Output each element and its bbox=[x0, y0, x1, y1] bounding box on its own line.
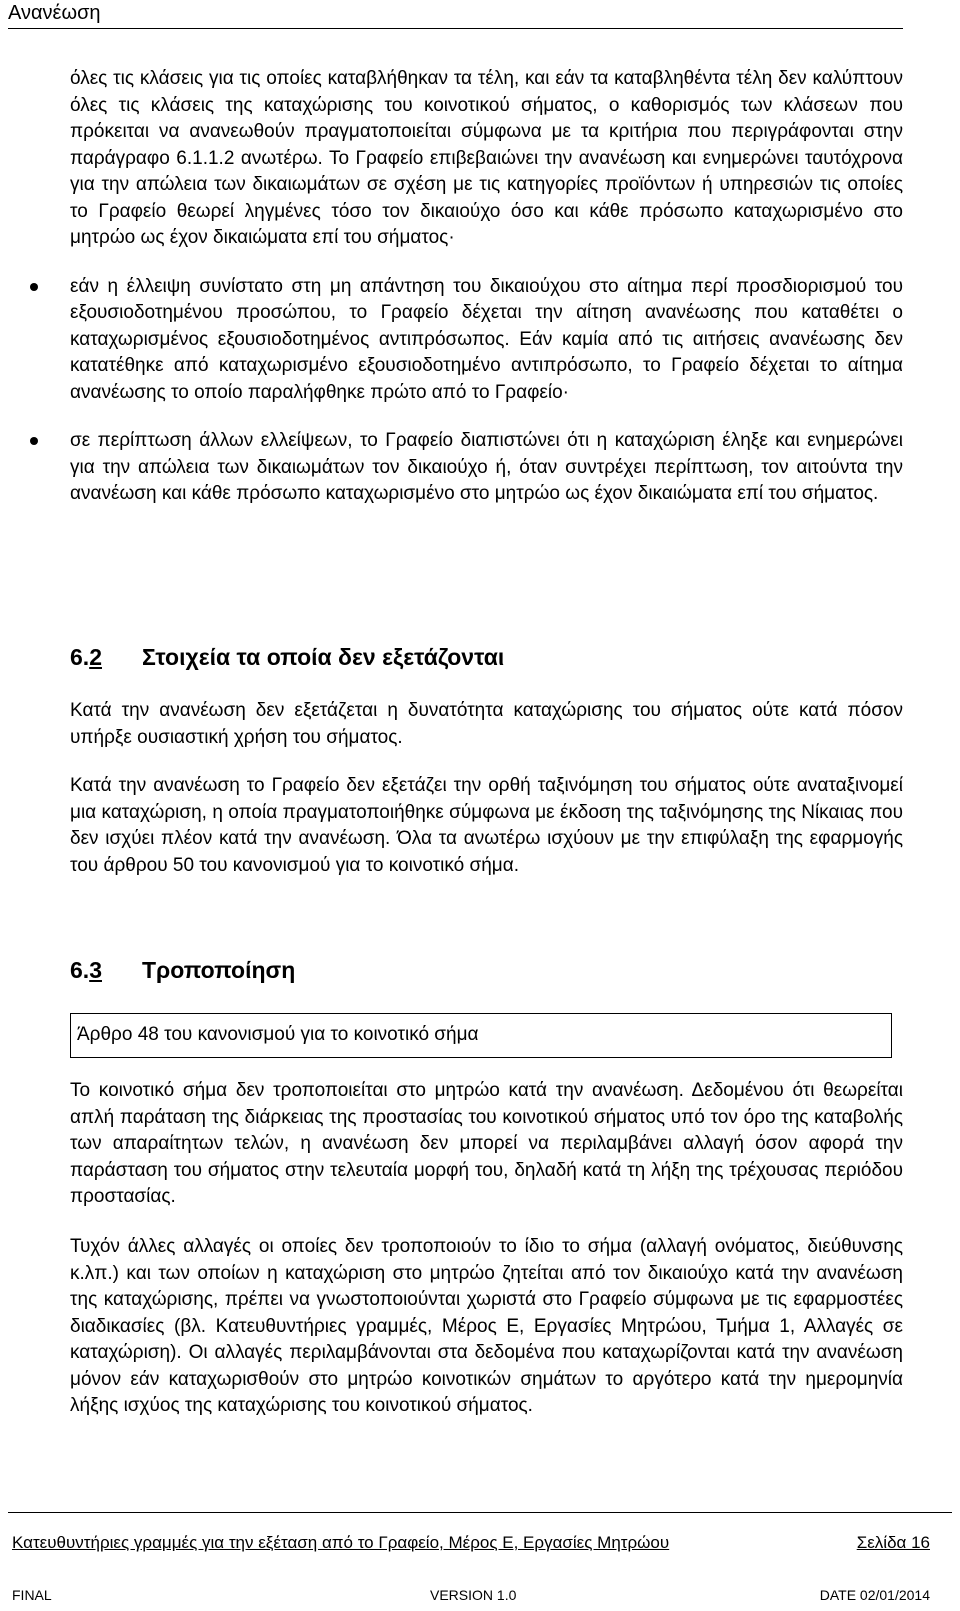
paragraph: Τυχόν άλλες αλλαγές οι οποίες δεν τροποποιούν το ίδιο το σήμα (αλλαγή ονόματος, διεύθυνσης κ.λπ.) και των οποίων η καταχώριση στο μητρώο ζητείται από τον δικαιούχο κατά την ανανέωση της καταχώρισης, πρέπει να γνωστοποιούνται χωριστά στο Γραφείο σύμφωνα με τις εφαρμοστέες διαδικασίες (βλ. Κατευθυντήριες γραμμές, Μέρος Ε, Εργασίες Μητρώου, Τμήμα 1, Αλλαγές σε καταχώριση). Οι αλλαγές περιλαμβάνονται στα δεδομένα που καταχωρίζονται κατά την ανανέωση μόνον εάν καταχωρισθούν στο μητρώο κοινοτικών σημάτων το αργότερο κατά την ημερομηνία λήξης ισχύος της καταχώρισης του κοινοτικού σήματος. bbox=[70, 1236, 903, 1416]
section-heading-6-3 bbox=[70, 955, 295, 985]
version-label: VERSION 1.0 bbox=[430, 1587, 517, 1603]
list-item bbox=[70, 274, 903, 407]
bullet-dot-icon bbox=[30, 437, 38, 445]
list-item bbox=[70, 428, 903, 508]
bullet-list bbox=[70, 274, 903, 508]
section-6-3-paragraph-1 bbox=[70, 1078, 903, 1211]
paragraph: Κατά την ανανέωση το Γραφείο δεν εξετάζει την ορθή ταξινόμηση του σήματος ούτε αναταξινομεί μια καταχώριση, η οποία πραγματοποιήθηκε σύμφωνα με έκδοση της ταξινόμησης της Νίκαιας που δεν ισχύει πλέον κατά την ανανέωση. Όλα τα ανωτέρω ισχύουν με την επιφύλαξη της εφαρμογής του άρθρου 50 του κανονισμού για το κοινοτικό σήμα. bbox=[70, 775, 903, 876]
intro-block bbox=[70, 66, 903, 508]
paragraph: Κατά την ανανέωση δεν εξετάζεται η δυνατότητα καταχώρισης του σήματος ούτε κατά πόσον υπήρξε ουσιαστική χρήση του σήματος. bbox=[70, 700, 903, 748]
section-number bbox=[70, 955, 142, 985]
section-number-suffix: 3 bbox=[89, 957, 102, 983]
footer-divider bbox=[8, 1512, 952, 1513]
section-number bbox=[70, 642, 142, 672]
intro-paragraph: όλες τις κλάσεις για τις οποίες καταβλήθηκαν τα τέλη, και εάν τα καταβληθέντα τέλη δεν καλύπτουν όλες τις κλάσεις της καταχώρισης του κοινοτικού σήματος, ο καθορισμός των κλάσεων που πρόκειται να ανανεωθούν πραγματοποιείται σύμφωνα με τα κριτήρια που περιγράφονται στην παράγραφο 6.1.1.2 ανωτέρω. Το Γραφείο επιβεβαιώνει την ανανέωση και ενημερώνει ταυτόχρονα για την απώλεια των δικαιωμάτων σε σχέση με τις κατηγορίες προϊόντων ή υπηρεσιών τις οποίες το Γραφείο θεωρεί ληγμένες τόσο τον δικαιούχο όσο και κάθε πρόσωπο καταχωρισμένο στο μητρώο ως έχον δικαιώματα επί του σήματος· bbox=[70, 68, 903, 248]
date-label: DATE 02/01/2014 bbox=[819, 1587, 930, 1603]
status-label: FINAL bbox=[12, 1587, 52, 1603]
section-6-3-paragraph-2 bbox=[70, 1234, 903, 1420]
section-6-2-paragraph-1 bbox=[70, 698, 903, 751]
running-header bbox=[8, 0, 903, 29]
legal-reference-box bbox=[70, 1013, 892, 1058]
bullet-text: σε περίπτωση άλλων ελλείψεων, το Γραφείο διαπιστώνει ότι η καταχώριση έληξε και ενημερώνει για την απώλεια των δικαιωμάτων τον δικαιούχο ή, όταν συντρέχει περίπτωση, τον αιτούντα την ανανέωση και κάθε πρόσωπο καταχωρισμένο στο μητρώο ως έχον δικαιώματα επί του σήματος. bbox=[70, 430, 903, 504]
section-number-prefix: 6. bbox=[70, 957, 90, 983]
bullet-text: εάν η έλλειψη συνίστατο στη μη απάντηση του δικαιούχου στο αίτημα περί προσδιορισμού του εξουσιοδοτημένου προσώπου, το Γραφείο δέχεται την αίτηση ανανέωσης που καταθέτει ο καταχωρισμένος εξουσιοδοτημένος αντιπρόσωπος. Εάν καμία από τις αιτήσεις ανανέωσης δεν κατατέθηκε από καταχωρισμένο εξουσιοδοτημένο αντιπρόσωπο, το Γραφείο δέχεται το αίτημα ανανέωσης το οποίο παραλήφθηκε πρώτο από το Γραφείο· bbox=[70, 275, 903, 403]
section-heading-6-2 bbox=[70, 642, 504, 672]
bullet-dot-icon bbox=[30, 283, 38, 291]
running-header-title: Ανανέωση bbox=[8, 2, 101, 24]
section-title: Τροποποίηση bbox=[142, 957, 296, 983]
section-number-prefix: 6. bbox=[70, 644, 90, 670]
paragraph: Το κοινοτικό σήμα δεν τροποποιείται στο μητρώο κατά την ανανέωση. Δεδομένου ότι θεωρείται απλή παράταση της διάρκειας της προστασίας του κοινοτικού σήματος υπό τον όρο της καταβολής των απαραίτητων τελών, η ανανέωση δεν μπορεί να περιλαμβάνει αλλαγή όσον αφορά την παράσταση του σήματος στην τελευταία μορφή του, δηλαδή κατά τη λήξη της τρέχουσας περιόδου προστασίας. bbox=[70, 1080, 903, 1207]
footer-guidelines: Κατευθυντήριες γραμμές για την εξέταση από το Γραφείο, Μέρος Ε, Εργασίες Μητρώου bbox=[12, 1533, 670, 1552]
section-6-2-paragraph-2 bbox=[70, 773, 903, 879]
page-number: Σελίδα 16 bbox=[856, 1533, 930, 1552]
legal-reference: Άρθρο 48 του κανονισμού για το κοινοτικό σήμα bbox=[77, 1024, 479, 1045]
section-title: Στοιχεία τα οποία δεν εξετάζονται bbox=[142, 644, 505, 670]
section-number-suffix: 2 bbox=[89, 644, 102, 670]
